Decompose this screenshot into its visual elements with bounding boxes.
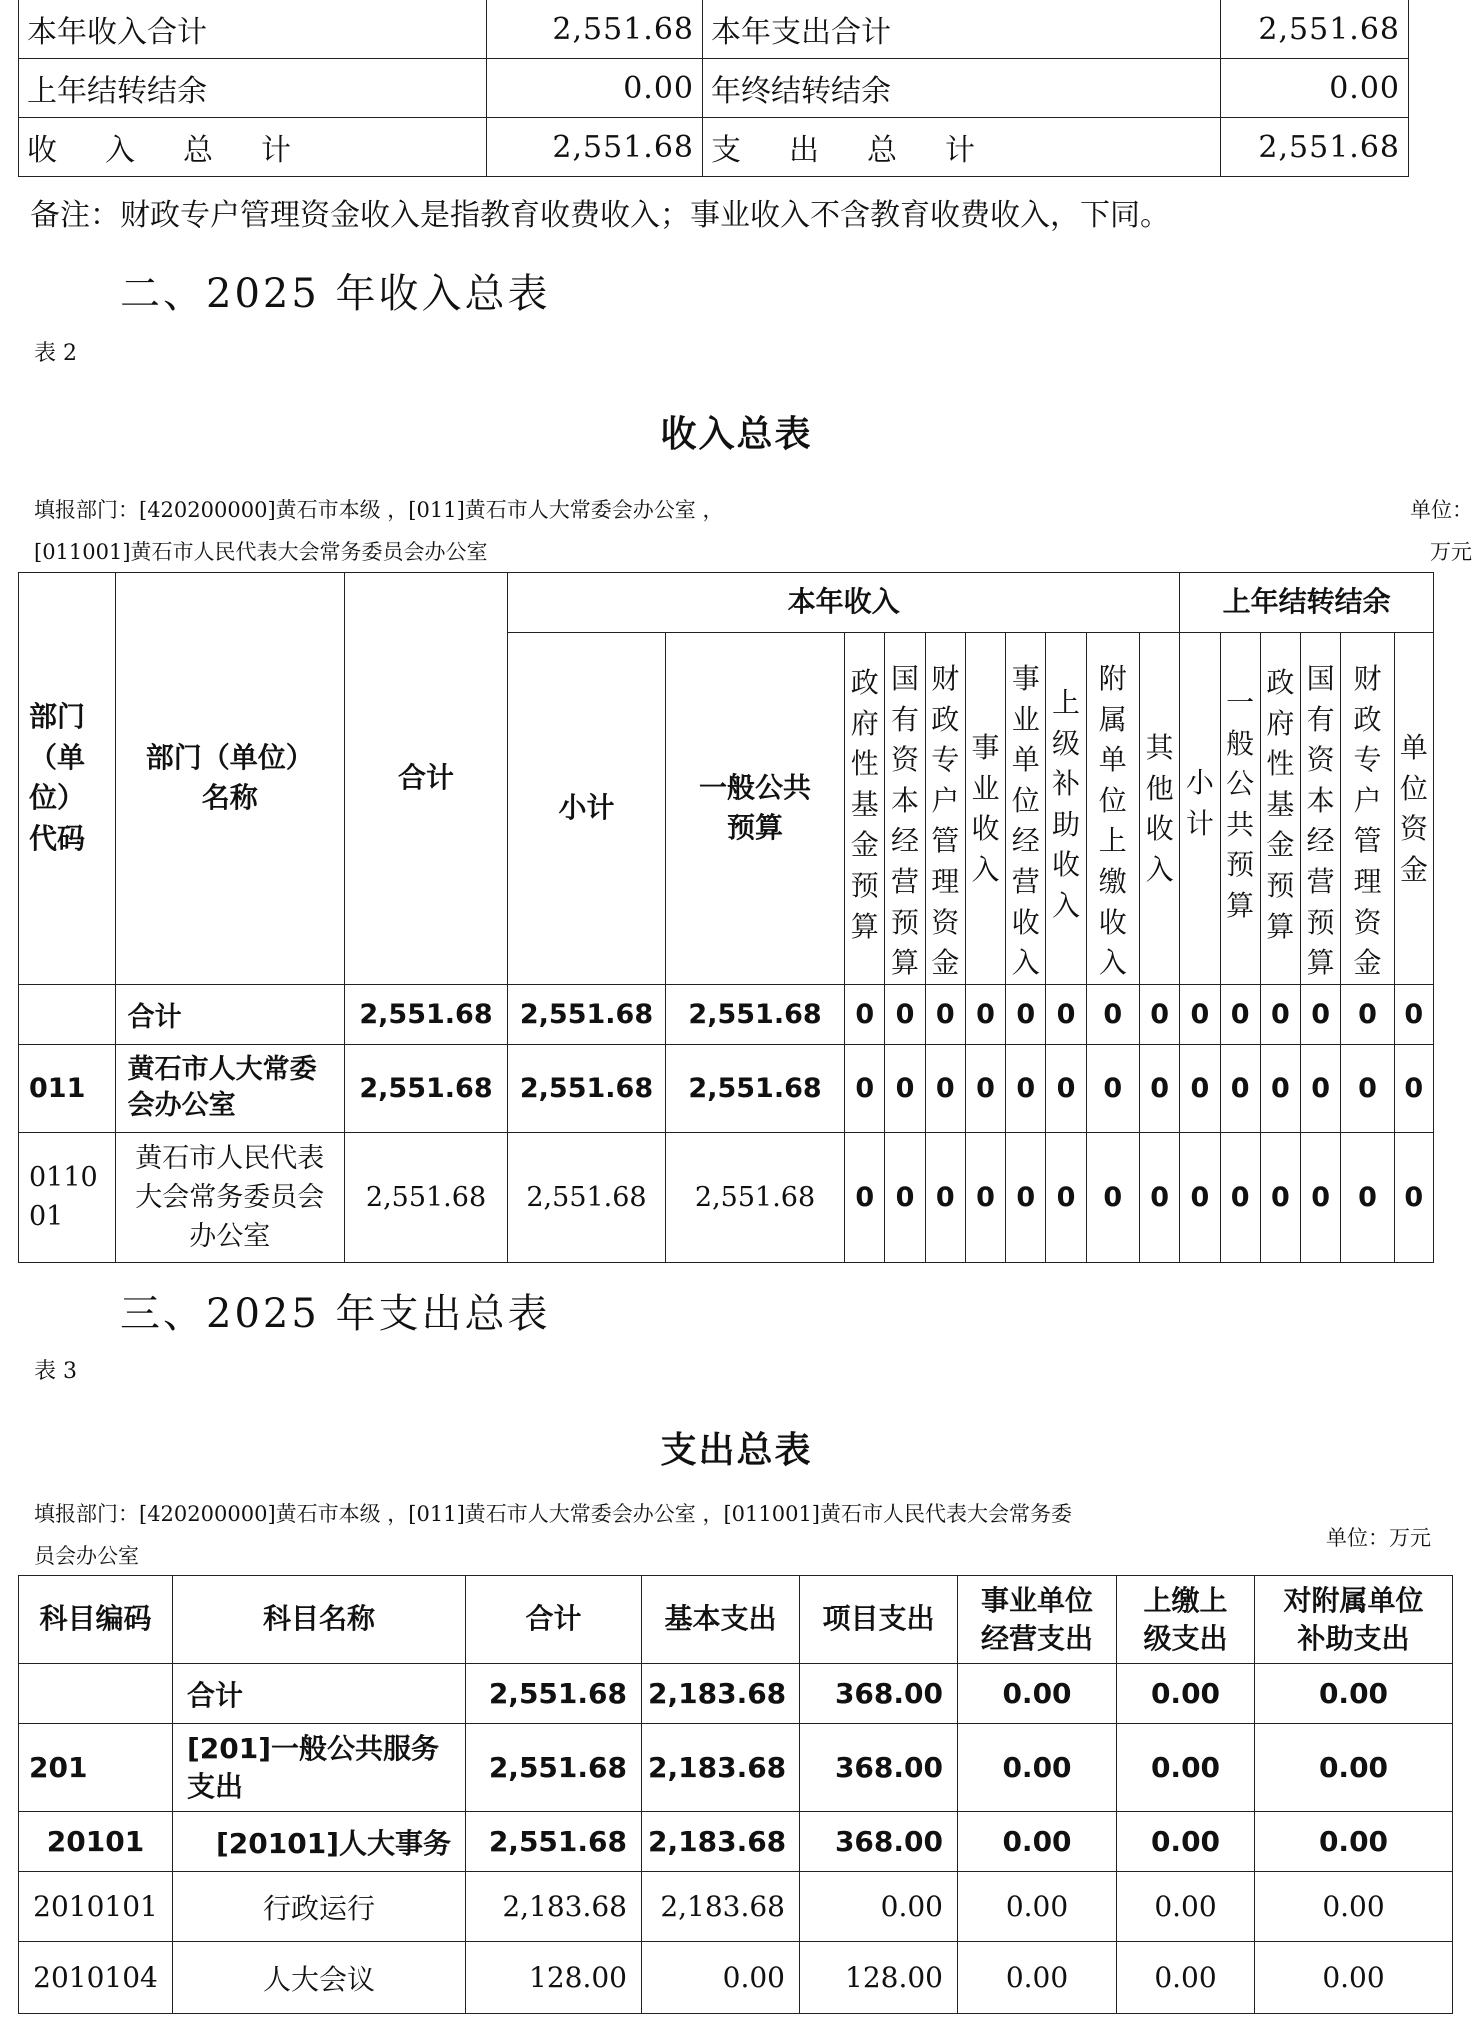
table-number: 表 3 bbox=[34, 1359, 77, 1384]
column-header: 其他收入 bbox=[1139, 633, 1179, 985]
cell-value: 0 bbox=[1180, 1044, 1220, 1132]
cell-value: 0 bbox=[1046, 1132, 1086, 1262]
cell-value: 0.00 bbox=[1117, 1664, 1255, 1724]
summary-label: 本年支出合计 bbox=[703, 0, 1221, 59]
cell-value: 0.00 bbox=[800, 1872, 958, 1942]
cell-value: 2,551.68 bbox=[665, 1132, 844, 1262]
cell-value: 2,183.68 bbox=[642, 1872, 800, 1942]
summary-value: 2,551.68 bbox=[487, 118, 703, 177]
column-header: 事业收入 bbox=[965, 633, 1005, 985]
cell-value: 0 bbox=[1139, 984, 1179, 1044]
cell-value: 0 bbox=[1260, 1132, 1300, 1262]
column-header: 部门（单位）名称 bbox=[115, 573, 344, 985]
column-header: 政府性基金预算 bbox=[1260, 633, 1300, 985]
cell-value: 0 bbox=[1301, 984, 1341, 1044]
cell-name: 合计 bbox=[115, 984, 344, 1044]
summary-label: 年终结转结余 bbox=[703, 59, 1221, 118]
cell-value: 2,183.68 bbox=[642, 1664, 800, 1724]
cell-name: 人大会议 bbox=[173, 1942, 466, 2014]
cell-value: 128.00 bbox=[800, 1942, 958, 2014]
cell-value: 0 bbox=[1394, 1044, 1433, 1132]
cell-value: 0.00 bbox=[958, 1664, 1117, 1724]
cell-value: 0 bbox=[1341, 1044, 1394, 1132]
table-row bbox=[19, 1872, 1453, 1942]
filing-department: 员会办公室 bbox=[34, 1544, 139, 1568]
column-header: 小计 bbox=[1180, 633, 1220, 985]
column-header: 上级补助收入 bbox=[1046, 633, 1086, 985]
cell-value: 0 bbox=[1046, 1044, 1086, 1132]
group-header: 本年收入 bbox=[508, 573, 1180, 633]
cell-value: 0.00 bbox=[958, 1942, 1117, 2014]
cell-value: 2,551.68 bbox=[508, 1044, 666, 1132]
section-heading: 三、2025 年支出总表 bbox=[120, 1291, 551, 1337]
cell-value: 0.00 bbox=[1255, 1724, 1453, 1812]
cell-value: 2,551.68 bbox=[508, 984, 666, 1044]
cell-code: 011001 bbox=[19, 1132, 116, 1262]
cell-value: 0 bbox=[1006, 984, 1046, 1044]
cell-value: 0 bbox=[845, 984, 885, 1044]
cell-value: 0 bbox=[925, 1132, 965, 1262]
summary-label: 本年收入合计 bbox=[19, 0, 487, 59]
cell-value: 0 bbox=[1260, 1044, 1300, 1132]
cell-value: 368.00 bbox=[800, 1724, 958, 1812]
table-row bbox=[19, 118, 1409, 177]
column-header: 对附属单位补助支出 bbox=[1255, 1576, 1453, 1664]
column-header: 单位资金 bbox=[1394, 633, 1433, 985]
group-header: 上年结转结余 bbox=[1180, 573, 1434, 633]
cell-value: 2,551.68 bbox=[345, 1132, 508, 1262]
table-note: 备注：财政专户管理资金收入是指教育收费收入；事业收入不含教育收费收入，下同。 bbox=[30, 198, 1170, 233]
cell-value: 2,551.68 bbox=[345, 1044, 508, 1132]
cell-value: 0 bbox=[1220, 1132, 1260, 1262]
cell-value: 0.00 bbox=[1255, 1942, 1453, 2014]
cell-value: 0.00 bbox=[1117, 1812, 1255, 1872]
cell-code: 011 bbox=[19, 1044, 116, 1132]
cell-value: 0.00 bbox=[1255, 1812, 1453, 1872]
column-header: 附属单位上缴收入 bbox=[1086, 633, 1139, 985]
table-row bbox=[19, 1724, 1453, 1812]
cell-code bbox=[19, 1664, 173, 1724]
cell-value: 0 bbox=[925, 1044, 965, 1132]
summary-table bbox=[18, 0, 1409, 177]
cell-value: 0 bbox=[1220, 984, 1260, 1044]
cell-value: 0 bbox=[1046, 984, 1086, 1044]
table-row bbox=[19, 1132, 1434, 1262]
filing-department: 填报部门：[420200000]黄石市本级 ，[011]黄石市人大常委会办公室 ，[011001]黄石市人民代表大会常务委 bbox=[34, 1502, 1072, 1526]
cell-code: 20101 bbox=[19, 1812, 173, 1872]
column-header: 合计 bbox=[466, 1576, 642, 1664]
cell-value: 2,551.68 bbox=[466, 1724, 642, 1812]
income-table bbox=[18, 572, 1434, 1263]
summary-value: 2,551.68 bbox=[1221, 118, 1409, 177]
column-header: 政府性基金预算 bbox=[845, 633, 885, 985]
cell-code: 201 bbox=[19, 1724, 173, 1812]
table-header-row bbox=[19, 573, 1434, 633]
summary-label: 收入总计 bbox=[19, 118, 487, 177]
cell-value: 0 bbox=[1139, 1044, 1179, 1132]
unit-label: 单位： bbox=[1410, 498, 1473, 522]
table-title: 支出总表 bbox=[660, 1430, 813, 1471]
cell-value: 2,551.68 bbox=[345, 984, 508, 1044]
cell-value: 0 bbox=[925, 984, 965, 1044]
cell-value: 2,551.68 bbox=[665, 984, 844, 1044]
cell-value: 0 bbox=[965, 984, 1005, 1044]
summary-label: 上年结转结余 bbox=[19, 59, 487, 118]
column-header: 国有资本经营预算 bbox=[1301, 633, 1341, 985]
column-header: 小计 bbox=[508, 633, 666, 985]
column-header: 事业单位经营支出 bbox=[958, 1576, 1117, 1664]
cell-value: 0.00 bbox=[958, 1812, 1117, 1872]
cell-value: 0.00 bbox=[958, 1724, 1117, 1812]
cell-value: 0.00 bbox=[1117, 1724, 1255, 1812]
cell-value: 0 bbox=[1139, 1132, 1179, 1262]
table-row bbox=[19, 0, 1409, 59]
cell-value: 0 bbox=[1301, 1132, 1341, 1262]
column-header: 基本支出 bbox=[642, 1576, 800, 1664]
cell-value: 0 bbox=[1086, 1044, 1139, 1132]
cell-value: 368.00 bbox=[800, 1812, 958, 1872]
column-header: 上缴上级支出 bbox=[1117, 1576, 1255, 1664]
cell-name: [201]一般公共服务支出 bbox=[173, 1724, 466, 1812]
section-heading: 二、2025 年收入总表 bbox=[120, 271, 551, 317]
cell-value: 368.00 bbox=[800, 1664, 958, 1724]
cell-value: 0.00 bbox=[1117, 1942, 1255, 2014]
cell-code: 2010101 bbox=[19, 1872, 173, 1942]
table-row bbox=[19, 1664, 1453, 1724]
cell-value: 0 bbox=[1394, 1132, 1433, 1262]
cell-value: 0 bbox=[845, 1044, 885, 1132]
summary-value: 2,551.68 bbox=[1221, 0, 1409, 59]
cell-value: 2,183.68 bbox=[642, 1724, 800, 1812]
column-header: 合计 bbox=[345, 573, 508, 985]
cell-value: 0 bbox=[1180, 1132, 1220, 1262]
cell-value: 2,183.68 bbox=[466, 1872, 642, 1942]
filing-department: 填报部门：[420200000]黄石市本级 ，[011]黄石市人大常委会办公室 ， bbox=[34, 498, 724, 522]
cell-code: 2010104 bbox=[19, 1942, 173, 2014]
table-row bbox=[19, 1044, 1434, 1132]
table-number: 表 2 bbox=[34, 341, 77, 366]
cell-value: 0 bbox=[965, 1044, 1005, 1132]
column-header: 项目支出 bbox=[800, 1576, 958, 1664]
table-row bbox=[19, 984, 1434, 1044]
column-header: 财政专户管理资金 bbox=[925, 633, 965, 985]
cell-value: 2,551.68 bbox=[466, 1812, 642, 1872]
expenditure-table bbox=[18, 1575, 1453, 2014]
summary-label: 支出总计 bbox=[703, 118, 1221, 177]
table-header-row bbox=[19, 1576, 1453, 1664]
column-header: 国有资本经营预算 bbox=[885, 633, 925, 985]
table-row bbox=[19, 59, 1409, 118]
cell-value: 2,551.68 bbox=[508, 1132, 666, 1262]
cell-value: 0 bbox=[965, 1132, 1005, 1262]
cell-code bbox=[19, 984, 116, 1044]
cell-value: 2,183.68 bbox=[642, 1812, 800, 1872]
cell-value: 0 bbox=[1220, 1044, 1260, 1132]
cell-value: 0.00 bbox=[1255, 1664, 1453, 1724]
summary-value: 0.00 bbox=[1221, 59, 1409, 118]
cell-value: 2,551.68 bbox=[665, 1044, 844, 1132]
table-row bbox=[19, 1942, 1453, 2014]
cell-value: 2,551.68 bbox=[466, 1664, 642, 1724]
column-header: 一般公共预算 bbox=[665, 633, 844, 985]
cell-value: 0 bbox=[1006, 1044, 1046, 1132]
unit-label: 万元 bbox=[1430, 540, 1472, 564]
column-header: 科目编码 bbox=[19, 1576, 173, 1664]
cell-value: 0.00 bbox=[642, 1942, 800, 2014]
cell-value: 0 bbox=[885, 1132, 925, 1262]
cell-value: 0 bbox=[1086, 1132, 1139, 1262]
cell-value: 0 bbox=[1006, 1132, 1046, 1262]
table-row bbox=[19, 1812, 1453, 1872]
cell-value: 0 bbox=[1180, 984, 1220, 1044]
cell-value: 0.00 bbox=[1117, 1872, 1255, 1942]
cell-value: 128.00 bbox=[466, 1942, 642, 2014]
cell-value: 0 bbox=[1341, 984, 1394, 1044]
cell-name: 行政运行 bbox=[173, 1872, 466, 1942]
column-header: 一般公共预算 bbox=[1220, 633, 1260, 985]
cell-value: 0.00 bbox=[1255, 1872, 1453, 1942]
cell-value: 0 bbox=[1086, 984, 1139, 1044]
column-header: 事业单位经营收入 bbox=[1006, 633, 1046, 985]
column-header: 部门（单位）代码 bbox=[19, 573, 116, 985]
table-title: 收入总表 bbox=[660, 414, 813, 455]
cell-name: [20101]人大事务 bbox=[173, 1812, 466, 1872]
cell-name: 黄石市人大常委会办公室 bbox=[115, 1044, 344, 1132]
summary-value: 0.00 bbox=[487, 59, 703, 118]
cell-value: 0 bbox=[1341, 1132, 1394, 1262]
unit-label: 单位：万元 bbox=[1326, 1526, 1431, 1550]
column-header: 财政专户管理资金 bbox=[1341, 633, 1394, 985]
cell-value: 0.00 bbox=[958, 1872, 1117, 1942]
cell-value: 0 bbox=[1260, 984, 1300, 1044]
filing-department: [011001]黄石市人民代表大会常务委员会办公室 bbox=[34, 540, 488, 564]
cell-value: 0 bbox=[885, 1044, 925, 1132]
cell-name: 合计 bbox=[173, 1664, 466, 1724]
cell-value: 0 bbox=[885, 984, 925, 1044]
cell-value: 0 bbox=[1301, 1044, 1341, 1132]
column-header: 科目名称 bbox=[173, 1576, 466, 1664]
cell-name: 黄石市人民代表大会常务委员会办公室 bbox=[115, 1132, 344, 1262]
summary-value: 2,551.68 bbox=[487, 0, 703, 59]
cell-value: 0 bbox=[1394, 984, 1433, 1044]
cell-value: 0 bbox=[845, 1132, 885, 1262]
